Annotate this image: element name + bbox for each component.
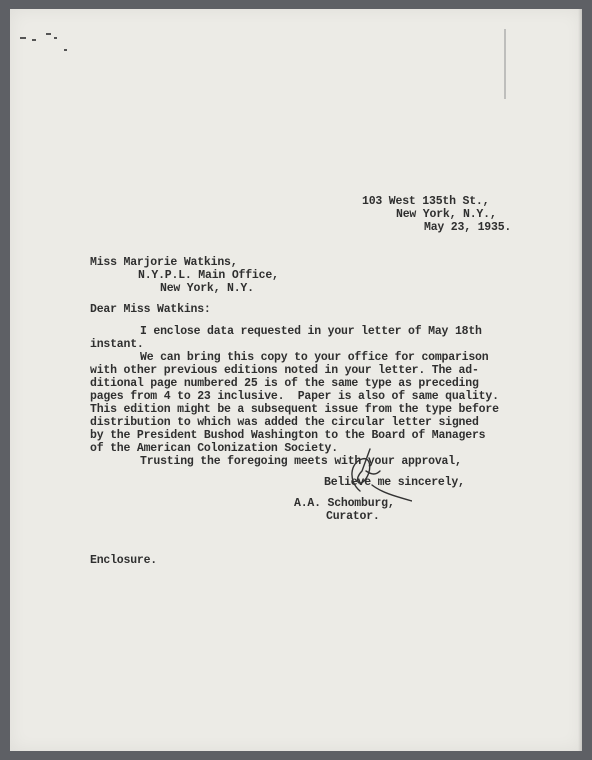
signer-title: Curator. [326,510,380,523]
return-address-line: May 23, 1935. [424,221,512,234]
body-line: We can bring this copy to your office for comparison [140,351,489,364]
return-address-line: 103 West 135th St., [362,195,490,208]
corner-mark [20,37,26,39]
body-line: ditional page numbered 25 is of the same type as preceding [90,377,479,390]
body-line: with other previous editions noted in your letter. The ad- [90,364,479,377]
enclosure-note: Enclosure. [90,554,158,567]
body-line: This edition might be a subsequent issue from the type before [90,403,499,416]
body-line: instant. [90,338,144,351]
salutation: Dear Miss Watkins: [90,303,211,316]
letter-page [10,9,582,751]
recipient-line: N.Y.P.L. Main Office, [138,269,279,282]
body-line: I enclose data requested in your letter of May 18th [140,325,482,338]
body-line: of the American Colonization Society. [90,442,338,455]
body-line: by the President Bushod Washington to the Board of Managers [90,429,486,442]
signer-name: A.A. Schomburg, [294,497,395,510]
closing: Believe me sincerely, [324,476,465,489]
handwritten-signature [342,441,412,503]
corner-mark [64,49,67,51]
recipient-line: New York, N.Y. [160,282,254,295]
return-address-line: New York, N.Y., [396,208,497,221]
recipient-line: Miss Marjorie Watkins, [90,256,238,269]
body-line: distribution to which was added the circular letter signed [90,416,479,429]
corner-mark [46,33,51,35]
corner-mark [32,39,36,41]
body-line: pages from 4 to 23 inclusive. Paper is also of same quality. [90,390,499,403]
corner-mark [54,37,57,39]
body-line: Trusting the foregoing meets with your approval, [140,455,462,468]
paper-crease [504,29,506,99]
